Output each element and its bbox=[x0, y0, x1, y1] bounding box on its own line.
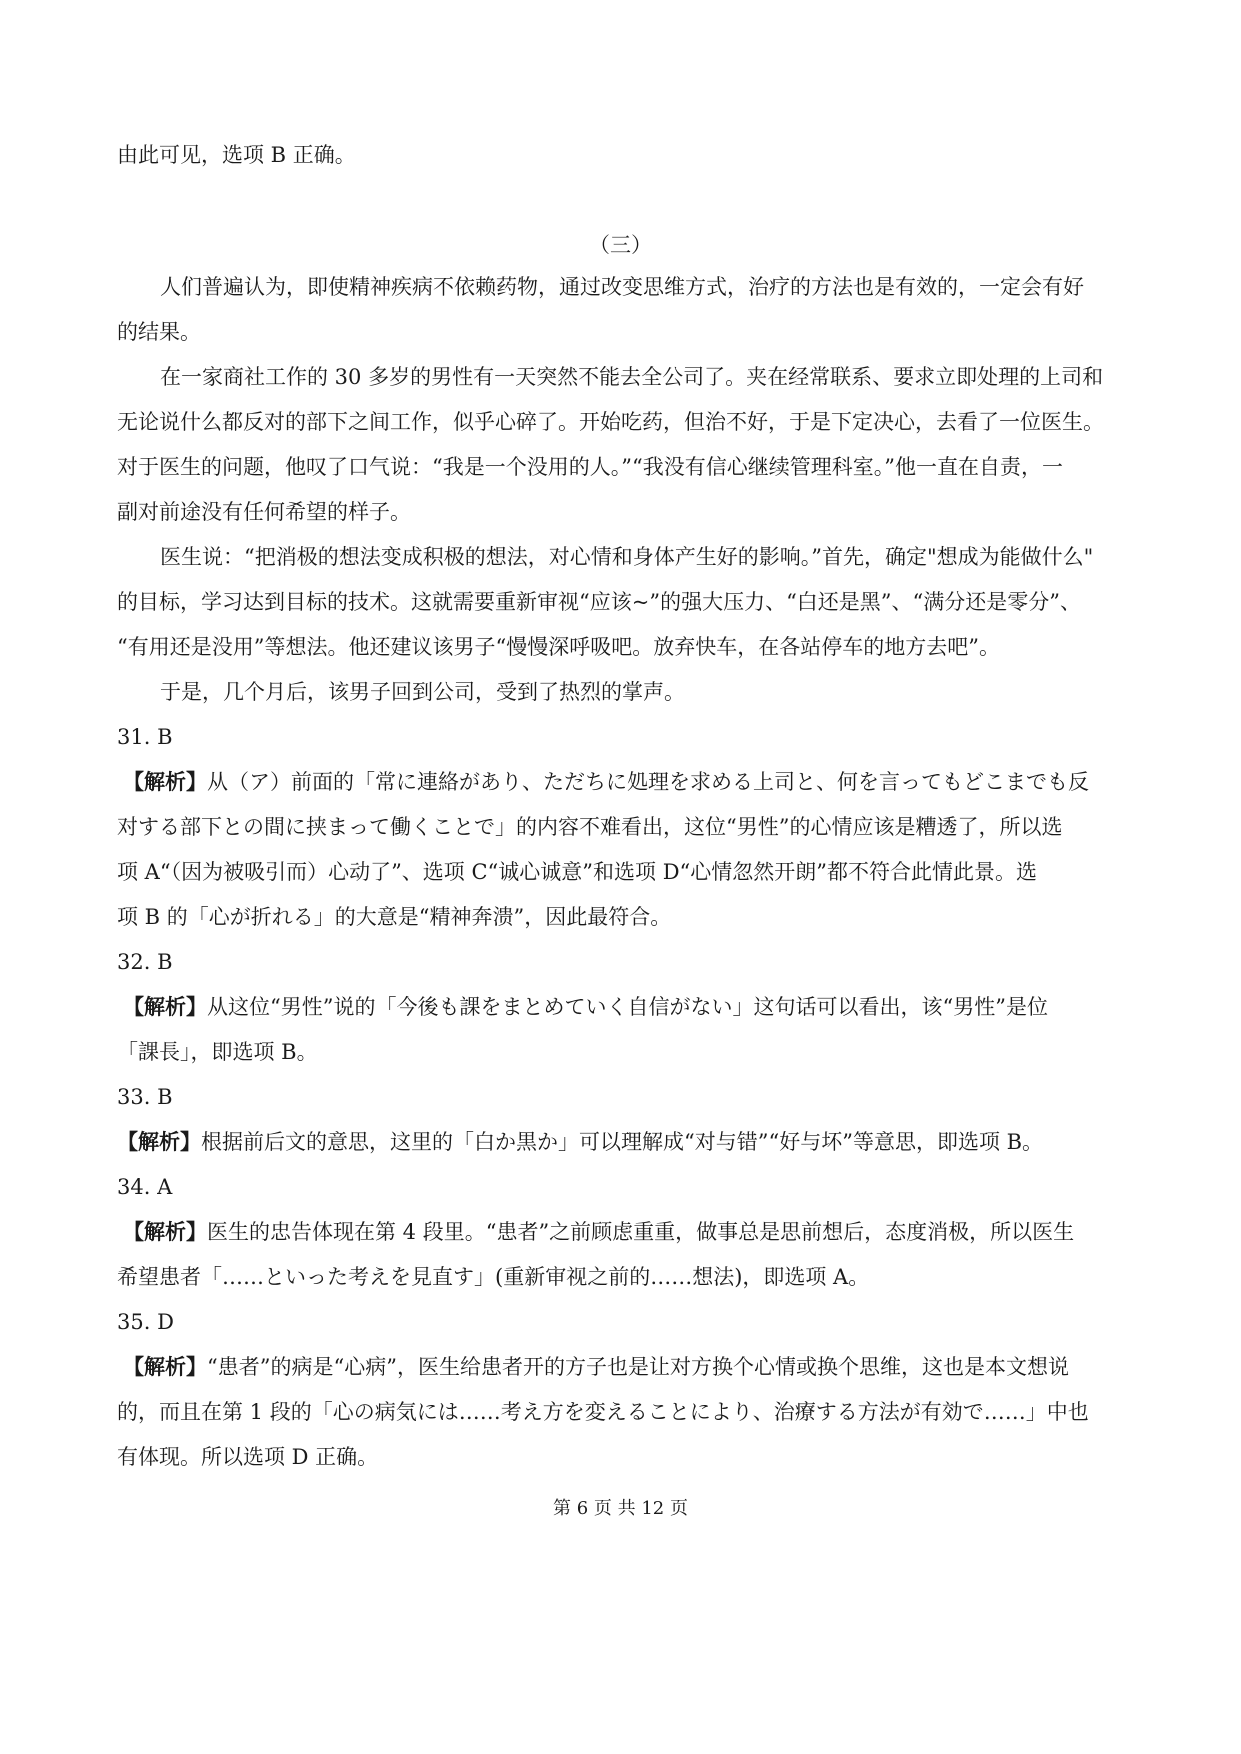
passage-line: 在一家商社工作的 30 多岁的男性有一天突然不能去全公司了。夹在经常联系、要求立即处理的上司和 bbox=[160, 365, 1104, 389]
passage-line: 副对前途没有任何希望的样子。 bbox=[117, 500, 411, 524]
passage-line: 人们普遍认为，即使精神疾病不依赖药物，通过改变思维方式，治疗的方法也是有效的，一定会有好 bbox=[160, 275, 1084, 299]
analysis-line: 项 B 的「心が折れる」的大意是“精神奔溃”，因此最符合。 bbox=[117, 905, 672, 929]
analysis-label: 【解析】 bbox=[123, 769, 207, 794]
passage-line: 无论说什么都反对的部下之间工作，似乎心碎了。开始吃药，但治不好，于是下定决心，去看了一位医生。 bbox=[117, 410, 1104, 434]
analysis-line: 希望患者「……といった考えを見直す」(重新审视之前的……想法)，即选项 A。 bbox=[117, 1265, 870, 1289]
analysis-line: 有体现。所以选项 D 正确。 bbox=[117, 1445, 379, 1469]
answer-number: 32. B bbox=[117, 950, 173, 974]
passage-line: 医生说：“把消极的想法变成积极的想法，对心情和身体产生好的影响。”首先，确定"想成为能做什么" bbox=[160, 545, 1094, 569]
analysis-line: 项 A“（因为被吸引而）心动了”、选项 C“诚心诚意”和选项 D“心情忽然开朗”都不符合此情此景。选 bbox=[117, 860, 1038, 884]
analysis-line: 【解析】从（ア）前面的「常に連絡があり、ただちに処理を求める上司と、何を言ってもどこまでも反 bbox=[123, 769, 1089, 794]
page-footer: 第 6 页 共 12 页 bbox=[553, 1498, 688, 1519]
analysis-label: 【解析】 bbox=[123, 1219, 207, 1244]
answer-number: 33. B bbox=[117, 1085, 173, 1109]
analysis-label: 【解析】 bbox=[123, 1354, 207, 1379]
analysis-line: 【解析】从这位“男性”说的「今後も課をまとめていく自信がない」这句话可以看出，该“男性”是位 bbox=[123, 994, 1048, 1019]
passage-line: “有用还是没用”等想法。他还建议该男子“慢慢深呼吸吧。放弃快车，在各站停车的地方去吧”。 bbox=[117, 635, 1000, 659]
answer-number: 31. B bbox=[117, 725, 173, 749]
analysis-label: 【解析】 bbox=[123, 994, 207, 1019]
analysis-label: 【解析】 bbox=[117, 1129, 201, 1154]
analysis-line: 「課長」，即选项 B。 bbox=[117, 1040, 318, 1064]
analysis-line: 【解析】根据前后文的意思，这里的「白か黒か」可以理解成“对与错”“好与坏”等意思，即选项 B。 bbox=[117, 1129, 1044, 1154]
passage-line: 的结果。 bbox=[117, 320, 201, 344]
analysis-line: 对する部下との間に挟まって働くことで」的内容不难看出，这位“男性”的心情应该是糟透了，所以选 bbox=[117, 815, 1063, 839]
answer-number: 34. A bbox=[117, 1175, 173, 1199]
analysis-line: 【解析】医生的忠告体现在第 4 段里。“患者”之前顾虑重重，做事总是思前想后，态度消极，所以医生 bbox=[123, 1219, 1075, 1244]
analysis-line: 【解析】“患者”的病是“心病”，医生给患者开的方子也是让对方换个心情或换个思维，这也是本文想说 bbox=[123, 1354, 1069, 1379]
passage-line: 的目标，学习达到目标的技术。这就需要重新审视“应该~”的强大压力、“白还是黑”、“满分还是零分”、 bbox=[117, 590, 1082, 614]
intro-line: 由此可见，选项 B 正确。 bbox=[117, 143, 356, 167]
passage-line: 于是，几个月后，该男子回到公司，受到了热烈的掌声。 bbox=[160, 680, 685, 704]
section-title: （三） bbox=[589, 233, 652, 257]
passage-line: 对于医生的问题，他叹了口气说：“我是一个没用的人。”“我没有信心继续管理科室。”他一直在自责，一 bbox=[117, 455, 1063, 479]
analysis-line: 的，而且在第 1 段的「心の病気には……考え方を変えることにより、治療する方法が有効で……」中也 bbox=[117, 1400, 1089, 1424]
answer-number: 35. D bbox=[117, 1310, 174, 1334]
